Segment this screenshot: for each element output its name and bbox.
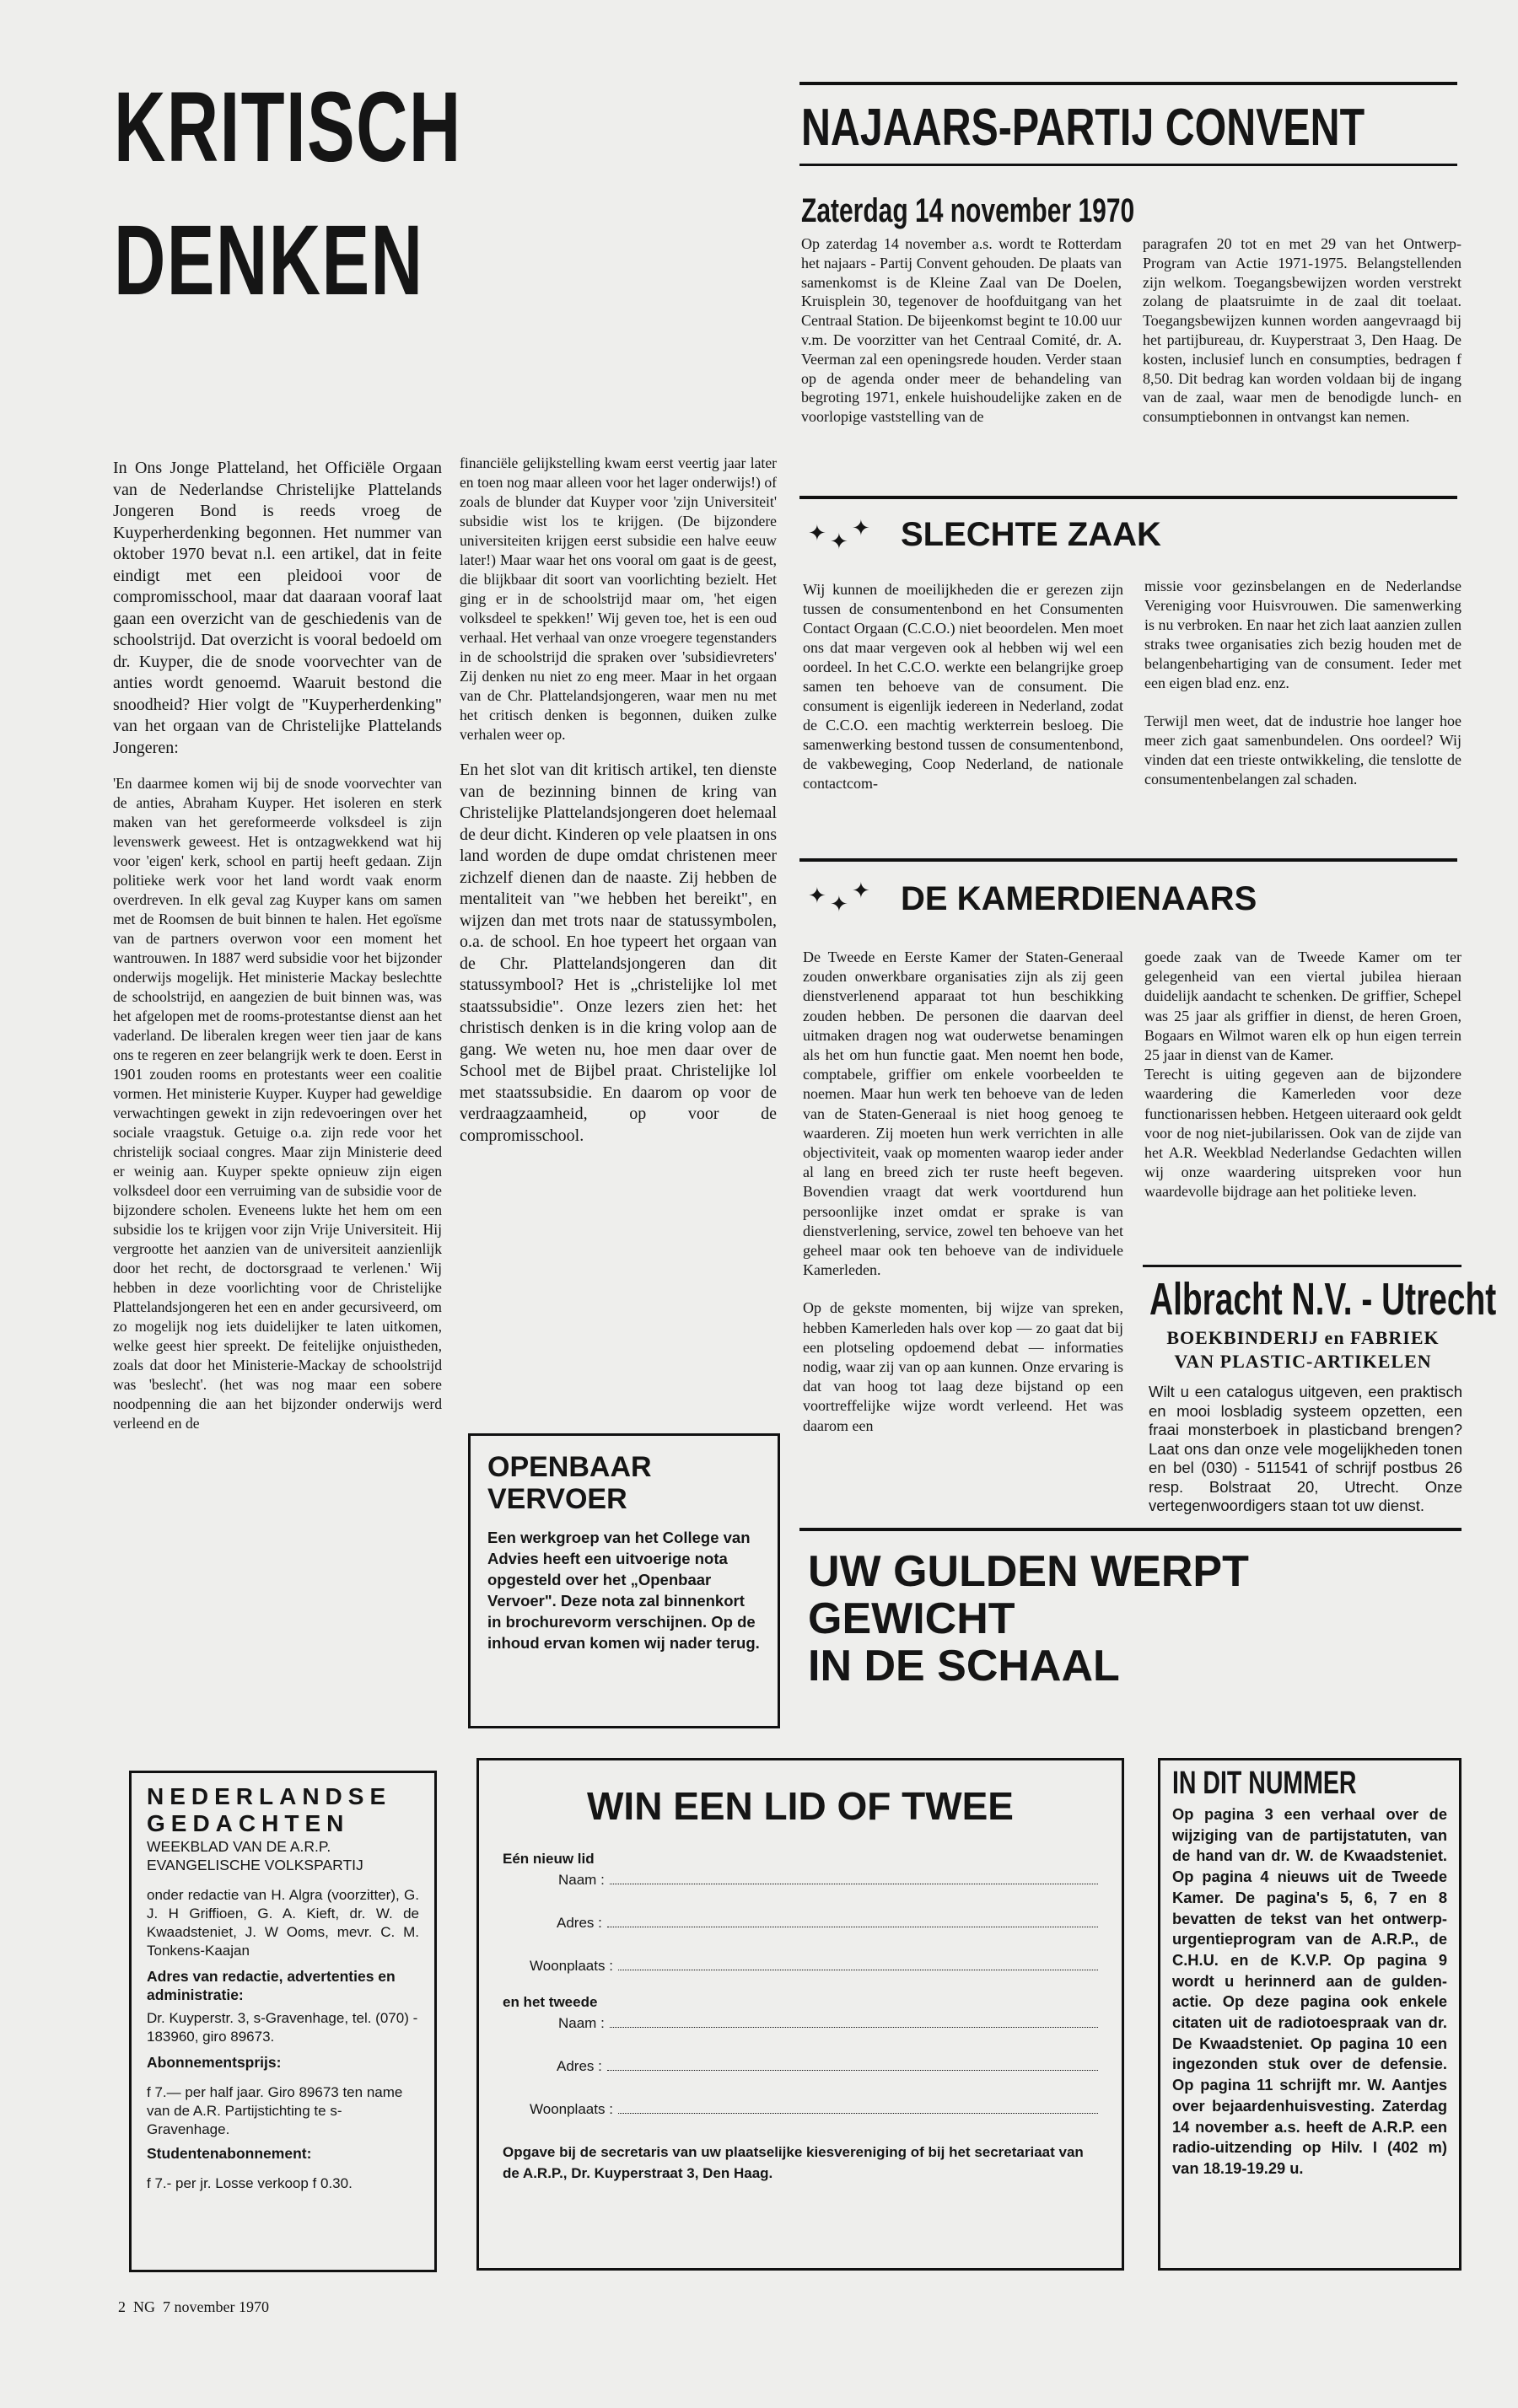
slecht-col2 <box>1144 577 1461 789</box>
kamer-col2-b: Terecht is uiting gegeven aan de bijzondere waardering die Kamerleden voor deze functionarissen hebben. Hetgeen uiteraard ook geldt voor de nog niet-jubilarissen. Ook van de zijde van het A.R. Weekblad Nederlandse Gedachten willen wij onze waardering uitspreken voor hun waardevolle bijdrage aan het politieke leven. <box>1144 1066 1461 1201</box>
openbaar-title-1: OPENBAAR <box>487 1451 652 1483</box>
win-footer: Opgave bij de secretaris van uw plaatselijke kiesvereniging of bij het secretariaat van de A.R.P., Dr. Kuyperstraat 3, Den Haag. <box>503 2144 1084 2181</box>
kamer-col2-a: goede zaak van de Tweede Kamer om ter gelegenheid van een viertal jubilea hieraan duidelijk aandacht te schenken. De griffier, Schepel was 25 jaar als griffier in dienst, de heren Groen, Bogaars en Wilmot waren elk op hun eigen terrein 25 jaar in dienst van de Kamer. <box>1144 949 1461 1064</box>
gulden-top-rule <box>799 1528 1461 1531</box>
gulden-line-2: GEWICHT <box>808 1594 1015 1643</box>
kamer-col1-b: Op de gekste momenten, bij wijze van spreken, hebben Kamerleden hals over kop — zo gaat dat bij een plotseling opdoemend debat — informaties nodig, waar zij van op aan kunnen. Onze ervaring is dat van hoog tot laag deze bijstand op een voortreffelijke wijze wordt verleend. Het was daarom een <box>803 1299 1123 1434</box>
colofon-sub-1: WEEKBLAD VAN DE A.R.P. <box>147 1838 331 1855</box>
win-naam-2-label: Naam : <box>558 2015 605 2031</box>
najaar-date: Zaterdag 14 november 1970 <box>801 192 1135 229</box>
win-woonplaats-2-field[interactable] <box>530 2075 1098 2118</box>
win-naam-1-field[interactable] <box>558 1863 1098 1889</box>
colofon-adres: Dr. Kuyperstr. 3, s-Gravenhage, tel. (070) - 183960, giro 89673. <box>147 2010 418 2045</box>
najaar-title-rule <box>799 164 1457 166</box>
win-naam-1-label: Naam : <box>558 1872 605 1888</box>
kamer-col1-a: De Tweede en Eerste Kamer der Staten-Generaal zouden onwerkbare organisaties zijn als zij geen dienstverlenend apparaat tot hun beschikking zouden hebben. De personen die daarvan deel uitmaken dragen nog wat ouderwetse benamingen als het om hun functie gaat. Men noemt hen bode, comptabele, griffier om enkele voorbeelden te noemen. Maar hun werk ten behoeve van de leden van de Staten-Generaal is niet hoog genoeg te waarderen. Zij moeten hun werk verrichten in alle objectiviteit, vaak op momenten waarop ieder ander al lang en breed zich ter ruste heeft begeven. Bovendien vraagt dat werk voortdurend hun persoonlijke inzet omdat er sprake is van dienstverlening, service, zowel ten behoeve van het geheel maar ook ten behoeve van de individuele Kamerleden. <box>803 949 1123 1279</box>
inhoud-text: Op pagina 3 een verhaal over de wijziging van de partijstatuten, van de hand van dr. W. de Kwaadsteniet. Op pagina 4 nieuws uit de Tweede Kamer. De pagina's 5, 6, 7 en 8 bevatten de tekst van het ontwerp-urgentieprogram van de A.R.P., de C.H.U. en de K.V.P. Op pagina 9 wordt u herinnerd aan de gulden-actie. Op deze pagina ook enkele citaten uit de radiotoespraak van dr. De Kwaadsteniet. Op pagina 10 een ingezonden stuk over de defensie. Op pagina 11 schrijft mr. W. Aantjes over bejaardenhuisvesting. Zaterdag 14 november a.s. heeft de A.R.P. een radio-uitzending op Hilv. I (402 m) van 18.19-19.29 u. <box>1172 1805 1447 2177</box>
colofon-sub-2: EVANGELISCHE VOLKSPARTIJ <box>147 1857 363 1873</box>
win-title: WIN EEN LID OF TWEE <box>587 1784 1014 1828</box>
openbaar-vervoer-box <box>468 1433 780 1728</box>
kamer-col1 <box>803 948 1123 1436</box>
slecht-col2-b: Terwijl men weet, dat de industrie hoe langer hoe meer zich gaat samenbundelen. Ons oordeel? Wij vinden dat een trieste ontwikkeling, die tenslotte de consumentenbelangen zal schaden. <box>1144 712 1461 787</box>
colofon-abo-head: Abonnementsprijs: <box>147 2054 282 2071</box>
win-adres-2-label: Adres : <box>557 2058 602 2074</box>
win-box <box>476 1758 1124 2271</box>
kritisch-col1 <box>113 458 442 1433</box>
colofon-title-2: GEDACHTEN <box>147 1810 350 1836</box>
albracht-name: Albracht N.V. - Utrecht <box>1149 1274 1497 1325</box>
kritisch-headline-2: DENKEN <box>114 205 424 316</box>
colofon-adres-head: Adres van redactie, advertenties en administratie: <box>147 1968 396 2003</box>
slecht-stars-icon: ✦ ✦ ✦ <box>808 516 870 555</box>
colofon-redactie: onder redactie van H. Algra (voorzitter), G. J. H Griffioen, G. A. Kieft, dr. W. de Kwaadsteniet, J. W Ooms, mevr. C. M. Tonkens-Kaajan <box>147 1887 419 1959</box>
openbaar-text: Een werkgroep van het College van Advies heeft een uitvoerige nota opgesteld over het „Openbaar Vervoer". Deze nota zal binnenkort in brochurevorm verschijnen. Op de inhoud ervan komen wij nader terug. <box>487 1529 760 1652</box>
win-woonplaats-1-label: Woonplaats : <box>530 1958 613 1974</box>
kamer-top-rule <box>799 858 1457 862</box>
kritisch-headline-1: KRITISCH <box>114 72 462 183</box>
albracht-rule <box>1143 1265 1461 1267</box>
openbaar-title-2: VERVOER <box>487 1483 627 1515</box>
najaar-col2: paragrafen 20 tot en met 29 van het Ontwerp-Program van Actie 1971-1975. Belangstellenden zijn welkom. Toegangsbewijzen worden verstrekt zolang de plaatsruimte in de zaal dit toelaat. Toegangsbewijzen kunnen worden aangevraagd bij het partijbureau, dr. Kuyperstraat 3, Den Haag. De kosten, inclusief lunch en consumpties, bedragen f 8,50. Dit bedrag kan worden voldaan bij de ingang van de zaal, waar men de benodigde lunch- en consumptiebonnen in ontvangst kan nemen. <box>1143 235 1461 426</box>
kritisch-col2 <box>460 454 777 1147</box>
win-woonplaats-2-label: Woonplaats : <box>530 2101 613 2117</box>
albracht-line1: BOEKBINDERIJ en FABRIEK <box>1166 1327 1440 1348</box>
win-adres-1-field[interactable] <box>557 1889 1098 1932</box>
slecht-col2-a: missie voor gezinsbelangen en de Nederlandse Vereniging voor Huisvrouwen. Die samenwerking is nu verbroken. En naar het zich laat aanzien zullen straks twee organisaties zich bezig houden met de belangenbehartiging van de consument. Ieder met een eigen blad enz. enz. <box>1144 578 1461 691</box>
inhoud-title: IN DIT NUMMER <box>1172 1766 1357 1801</box>
kritisch-intro: In Ons Jonge Platteland, het Officiële Orgaan van de Nederlandse Christelijke Plattelands Jongeren Bond is reeds vroeg de Kuyperherdenking begonnen. Het nummer van oktober 1970 bevat n.l. een artikel, dat in feite eindigt met een pleidooi voor de compromisschool, maar dat daaraan vooraf laat gaan een overzicht van de geschiedenis van de schoolstrijd. Dat overzicht is vooral bedoeld om dr. Kuyper, die de snode voorvechter van de anties wordt genoemd. Waaruit bestond die snoodheid? Hier volgt de "Kuyperherdenking" van het orgaan van de Christelijke Plattelands Jongeren: <box>113 459 442 757</box>
kamer-col2 <box>1144 948 1461 1202</box>
win-naam-2-field[interactable] <box>558 2007 1098 2032</box>
win-adres-1-label: Adres : <box>557 1915 602 1931</box>
colofon-stud: f 7.- per jr. Losse verkoop f 0.30. <box>147 2175 353 2191</box>
kamer-stars-icon: ✦ ✦ ✦ <box>808 879 870 917</box>
page-footer: 2 NG 7 november 1970 <box>118 2298 269 2315</box>
slecht-top-rule <box>799 496 1457 499</box>
win-adres-2-field[interactable] <box>557 2032 1098 2075</box>
albracht-text: Wilt u een catalogus uitgeven, een praktisch en mooi losbladig systeem opzetten, een fraai monsterboek in plasticband brengen? Laat ons dan onze vele mogelijkheden tonen en bel (030) - 511541 of schrijf postbus 26 resp. Bolstraat 20, Utrecht. Onze vertegenwoordigers staan tot uw dienst. <box>1149 1383 1462 1514</box>
win-woonplaats-1-field[interactable] <box>530 1932 1098 1975</box>
albracht-line2: VAN PLASTIC-ARTIKELEN <box>1174 1351 1432 1372</box>
kritisch-quote-2: financiële gelijkstelling kwam eerst veertig jaar later en toen nog maar alleen voor het lager onderwijs!) of zoals de blunder dat Kuyper voor 'zijn Universiteit' subsidie wist los te krijgen. (De bijzondere universiteiten krijgen eerst subsidie een halve eeuw later!) Maar waar het ons vooral om gaat is de geest, die blijkbaar dit soort van voorlichting bezielt. Het ging er in de schoolstrijd maar om, 'het eigen volksdeel te spekken!' Wij geven toe, het is een oud verhaal. Het verhaal van onze vroegere tegenstanders in de schoolstrijd die spraken over 'subsidievreters' Zij denken nu niet zo eng meer. Maar in het orgaan van de Chr. Plattelandsjongeren, waar men nu met het critisch denken is begonnen, duiken zulke verhalen weer op. <box>460 454 777 743</box>
najaar-title: NAJAARS-PARTIJ CONVENT <box>801 99 1365 157</box>
slecht-col1: Wij kunnen de moeilijkheden die er gerezen zijn tussen de consumentenbond en het Consumenten Contact Orgaan (C.C.O.) niet beoordelen. Men moet ons dat maar vergeven ook al hebben wij wel een oordeel. In het C.C.O. werkte een belangrijke groep samen ten behoeve van de consument. Die consument is eigenlijk iedereen in Nederland, zodat de C.C.O. een machtig werkterrein besloeg. Die samenwerking bestond tussen de consumentenbond, de vakbeweging, Coop Nederland, de nationale contactcom- <box>803 581 1123 792</box>
najaar-top-rule <box>799 82 1457 85</box>
colofon-box <box>129 1771 437 2272</box>
kritisch-quote-1: 'En daarmee komen wij bij de snode voorvechter van de anties, Abraham Kuyper. Het isoleren en sterk maken van het gereformeerde volksdeel is zijn levenswerk geweest. Het is ontzagwekkend wat hij voor 'eigen' kerk, school en partij heeft gedaan. Zijn politieke werk voor het land wordt vaak enorm overdreven. In elk geval zag Kuyper kans om samen met de Roomsen de buit binnen te halen. Het egoïsme van de partners overwon voor een moment het wantrouwen. In 1887 werd subsidie voor het bijzonder onderwijs mogelijk. Het ministerie Mackay beslechtte de schoolstrijd, en aangezien de buit binnen was, was het afgelopen met de rooms-protestantse dienst aan het vaderland. De liberalen kregen weer tien jaar de kans ons te regeren en zeer belangrijk werk te doen. Eerst in 1901 zouden rooms en protestants weer een coalitie vormen. Het ministerie Kuyper. Kuyper had geweldige verwachtingen gewekt in zijn redevoeringen over het sociale vraagstuk. Getuige o.a. zijn rede voor het christelijk sociaal congres. Maar zijn Ministerie deed er weinig aan. Kuyper spekte opnieuw zijn eigen volksdeel door een verruiming van de subsidie voor de bijzondere scholen. Eveneens lukte het hem om een subsidie los te krijgen voor zijn Vrije Universiteit. Hij vergrootte het aanzien van de universiteit aanzienlijk door het recht, de doctorsgraad te verlenen.' Wij hebben in deze voorlichting voor de Christelijke Plattelandsjongeren het een en ander gecursiveerd, om zo mogelijk nog iets duidelijker te laten uitkomen, welke geest hier spreekt. De feitelijke onjuistheden, zoals dat door het Ministerie-Mackay de schoolstrijd was 'beslecht'. (het was nog maar een sobere noodpenning die aan het bijzonder onderwijs werd verleend en de <box>113 775 442 1432</box>
win-first-label: Eén nieuw lid <box>503 1851 595 1867</box>
colofon-title-1: NEDERLANDSE <box>147 1783 392 1809</box>
colofon-abo: f 7.— per half jaar. Giro 89673 ten name van de A.R. Partijstichting te s-Gravenhage. <box>147 2084 403 2137</box>
kritisch-slot: En het slot van dit kritisch artikel, ten dienste van de bezinning binnen de kring van Christelijke Plattelandsjongeren doet helemaal de deur dicht. Kinderen op vele plaatsen in ons land worden de dupe omdat christenen meer zichzelf dienen dan de naaste. Zij hebben de mentaliteit van "we hebben het bereikt", en wijzen dan met trots naar de statussymbolen, o.a. de school. En hoe typeert het orgaan van de Chr. Plattelandsjongeren dan dit statussymbool? Het is „christelijke lol met staatssubsidie". Onze lezers zien het: het christisch denken is in die kring volop aan de gang. We weten nu, hoe men daar over de School met de Bijbel praat. Christelijke lol met staatssubsidie. En daarom op voor de verdraagzaamheid, op voor de compromisschool. <box>460 761 777 1145</box>
colofon-stud-head: Studentenabonnement: <box>147 2145 312 2162</box>
najaar-col1: Op zaterdag 14 november a.s. wordt te Rotterdam het najaars - Partij Convent gehouden. De plaats van samenkomst is de Kleine Zaal van De Doelen, Kruisplein 30, tegenover de hoofduitgang van het Centraal Station. De bijeenkomst begint te 10.00 uur v.m. De voorzitter van het Centraal Comité, dr. A. Veerman zal een openingsrede houden. Verder staan op de agenda onder meer de behandeling van begroting 1971, enkele huishoudelijke zaken en de voorlopige vaststelling van de <box>801 235 1122 426</box>
kamer-title: DE KAMERDIENAARS <box>901 880 1257 917</box>
gulden-line-1: UW GULDEN WERPT <box>808 1547 1249 1596</box>
gulden-line-3: IN DE SCHAAL <box>808 1642 1120 1690</box>
slecht-title: SLECHTE ZAAK <box>901 516 1161 553</box>
inhoud-box <box>1158 1758 1461 2271</box>
win-second-label: en het tweede <box>503 1994 598 2010</box>
